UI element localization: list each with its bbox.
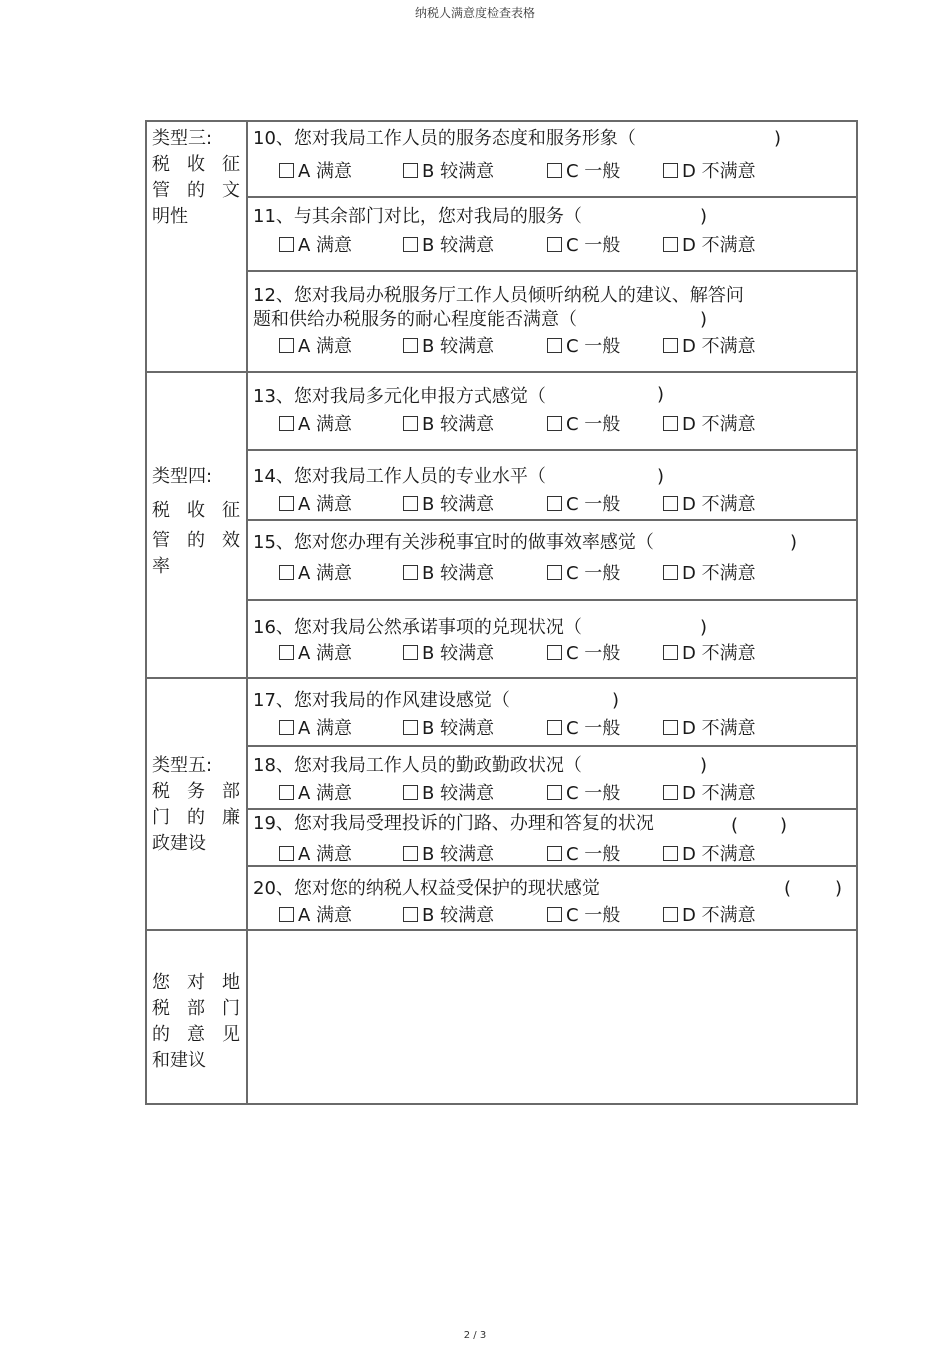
option-a[interactable] [279, 782, 352, 806]
option-c[interactable] [547, 562, 620, 586]
options-row-14 [279, 493, 839, 517]
category-label-3 [152, 126, 240, 230]
option-label: A 满意 [298, 718, 353, 739]
checkbox-icon[interactable] [279, 338, 294, 353]
checkbox-icon[interactable] [403, 163, 418, 178]
option-d[interactable] [663, 642, 756, 666]
option-label: B 较满意 [422, 336, 495, 357]
option-label: B 较满意 [422, 783, 495, 804]
option-b[interactable] [403, 717, 494, 741]
answer-paren-open: ( [731, 815, 739, 836]
answer-paren-open: ( [784, 878, 792, 899]
option-label: A 满意 [298, 414, 353, 435]
checkbox-icon[interactable] [663, 907, 678, 922]
category-line: 的 意 见 [152, 1024, 240, 1045]
option-d[interactable] [663, 234, 756, 258]
category-line: 明性 [152, 206, 188, 227]
checkbox-icon[interactable] [663, 237, 678, 252]
option-d[interactable] [663, 413, 756, 437]
answer-paren-close: ) [774, 128, 782, 149]
option-b[interactable] [403, 234, 494, 258]
category-line: 税 务 部 [152, 781, 240, 802]
option-b[interactable] [403, 904, 494, 928]
option-a[interactable] [279, 335, 352, 359]
option-b[interactable] [403, 782, 494, 806]
option-c[interactable] [547, 413, 620, 437]
option-label: B 较满意 [422, 414, 495, 435]
checkbox-icon[interactable] [403, 338, 418, 353]
option-c[interactable] [547, 493, 620, 517]
section-divider [147, 677, 856, 679]
option-label: A 满意 [298, 161, 353, 182]
question-20: 20、您对您的纳税人权益受保护的现状感觉 [253, 878, 600, 899]
option-b[interactable] [403, 413, 494, 437]
feedback-input-area[interactable] [248, 931, 856, 1103]
option-d[interactable] [663, 493, 756, 517]
option-d[interactable] [663, 562, 756, 586]
option-a[interactable] [279, 413, 352, 437]
checkbox-icon[interactable] [663, 496, 678, 511]
option-d[interactable] [663, 904, 756, 928]
answer-paren-close: ) [700, 206, 708, 227]
question-17: 17、您对我局的作风建设感觉（ [253, 690, 510, 711]
checkbox-icon[interactable] [663, 785, 678, 800]
checkbox-icon[interactable] [403, 785, 418, 800]
option-a[interactable] [279, 234, 352, 258]
checkbox-icon[interactable] [547, 565, 562, 580]
checkbox-icon[interactable] [547, 496, 562, 511]
option-label: B 较满意 [422, 844, 495, 865]
checkbox-icon[interactable] [547, 785, 562, 800]
option-label: B 较满意 [422, 905, 495, 926]
checkbox-icon[interactable] [663, 163, 678, 178]
option-d[interactable] [663, 717, 756, 741]
option-label: A 满意 [298, 563, 353, 584]
option-label: D 不满意 [682, 161, 756, 182]
option-d[interactable] [663, 160, 756, 184]
checkbox-icon[interactable] [547, 846, 562, 861]
option-b[interactable] [403, 160, 494, 184]
option-label: A 满意 [298, 783, 353, 804]
checkbox-icon[interactable] [663, 645, 678, 660]
option-label: D 不满意 [682, 783, 756, 804]
option-label: B 较满意 [422, 161, 495, 182]
checkbox-icon[interactable] [279, 565, 294, 580]
option-label: C 一般 [566, 336, 621, 357]
option-label: D 不满意 [682, 235, 756, 256]
option-a[interactable] [279, 562, 352, 586]
option-d[interactable] [663, 335, 756, 359]
option-label: A 满意 [298, 336, 353, 357]
options-row-15 [279, 562, 839, 586]
checkbox-icon[interactable] [403, 846, 418, 861]
question-15: 15、您对您办理有关涉税事宜时的做事效率感觉（ [253, 532, 654, 553]
option-label: C 一般 [566, 844, 621, 865]
row-divider [246, 196, 856, 198]
answer-paren-close: ) [790, 532, 798, 553]
checkbox-icon[interactable] [663, 846, 678, 861]
options-row-16 [279, 642, 839, 666]
option-label: D 不满意 [682, 563, 756, 584]
question-12-line1: 12、您对我局办税服务厅工作人员倾听纳税人的建议、解答问 [253, 285, 744, 306]
option-label: B 较满意 [422, 235, 495, 256]
row-divider [246, 270, 856, 272]
option-label: B 较满意 [422, 643, 495, 664]
checkbox-icon[interactable] [663, 416, 678, 431]
category-label-4 [152, 464, 240, 580]
category-line: 税 收 征 [152, 500, 240, 521]
option-label: C 一般 [566, 783, 621, 804]
option-label: C 一般 [566, 161, 621, 182]
checkbox-icon[interactable] [403, 496, 418, 511]
option-label: C 一般 [566, 494, 621, 515]
question-13: 13、您对我局多元化申报方式感觉（ [253, 386, 546, 407]
option-label: D 不满意 [682, 905, 756, 926]
option-label: B 较满意 [422, 718, 495, 739]
option-label: C 一般 [566, 718, 621, 739]
page-header: 纳税人满意度检查表格 [414, 6, 535, 20]
checkbox-icon[interactable] [547, 720, 562, 735]
option-b[interactable] [403, 562, 494, 586]
option-label: B 较满意 [422, 563, 495, 584]
option-c[interactable] [547, 843, 620, 867]
option-label: B 较满意 [422, 494, 495, 515]
answer-paren-close: ) [700, 309, 708, 330]
question-10: 10、您对我局工作人员的服务态度和服务形象（ [253, 128, 636, 149]
option-label: D 不满意 [682, 494, 756, 515]
checkbox-icon[interactable] [403, 237, 418, 252]
option-label: A 满意 [298, 494, 353, 515]
option-label: D 不满意 [682, 718, 756, 739]
option-b[interactable] [403, 493, 494, 517]
checkbox-icon[interactable] [403, 907, 418, 922]
checkbox-icon[interactable] [279, 416, 294, 431]
question-14: 14、您对我局工作人员的专业水平（ [253, 466, 546, 487]
options-row-19 [279, 843, 839, 867]
question-18: 18、您对我局工作人员的勤政勤政状况（ [253, 755, 582, 776]
option-c[interactable] [547, 782, 620, 806]
checkbox-icon[interactable] [547, 338, 562, 353]
category-line: 政建设 [152, 833, 206, 854]
checkbox-icon[interactable] [279, 720, 294, 735]
option-a[interactable] [279, 493, 352, 517]
checkbox-icon[interactable] [663, 565, 678, 580]
option-c[interactable] [547, 904, 620, 928]
row-divider [246, 599, 856, 601]
checkbox-icon[interactable] [547, 163, 562, 178]
category-line: 您 对 地 [152, 972, 240, 993]
option-label: A 满意 [298, 844, 353, 865]
option-c[interactable] [547, 717, 620, 741]
section-divider [147, 371, 856, 373]
checkbox-icon[interactable] [663, 720, 678, 735]
category-line: 税 收 征 [152, 154, 240, 175]
checkbox-icon[interactable] [403, 645, 418, 660]
category-line: 税 部 门 [152, 998, 240, 1019]
row-divider [246, 808, 856, 810]
checkbox-icon[interactable] [279, 163, 294, 178]
option-label: D 不满意 [682, 844, 756, 865]
question-11: 11、与其余部门对比，您对我局的服务（ [253, 206, 582, 227]
option-c[interactable] [547, 160, 620, 184]
option-label: A 满意 [298, 643, 353, 664]
option-label: C 一般 [566, 235, 621, 256]
option-b[interactable] [403, 843, 494, 867]
answer-paren-close: ) [835, 878, 843, 899]
option-a[interactable] [279, 904, 352, 928]
checkbox-icon[interactable] [279, 496, 294, 511]
checkbox-icon[interactable] [547, 645, 562, 660]
option-a[interactable] [279, 642, 352, 666]
row-divider [246, 745, 856, 747]
options-row-12 [279, 335, 839, 359]
option-d[interactable] [663, 843, 756, 867]
category-label-feedback [152, 970, 240, 1074]
options-row-20 [279, 904, 839, 928]
option-label: C 一般 [566, 905, 621, 926]
checkbox-icon[interactable] [547, 907, 562, 922]
option-b[interactable] [403, 335, 494, 359]
answer-paren-close: ) [612, 690, 620, 711]
options-row-17 [279, 717, 839, 741]
option-c[interactable] [547, 642, 620, 666]
options-row-10 [279, 160, 839, 184]
option-label: C 一般 [566, 643, 621, 664]
answer-paren-close: ) [700, 617, 708, 638]
checkbox-icon[interactable] [547, 237, 562, 252]
checkbox-icon[interactable] [279, 645, 294, 660]
option-label: C 一般 [566, 563, 621, 584]
category-line: 和建议 [152, 1050, 206, 1071]
checkbox-icon[interactable] [279, 785, 294, 800]
option-a[interactable] [279, 160, 352, 184]
checkbox-icon[interactable] [279, 237, 294, 252]
category-line: 管 的 文 [152, 180, 240, 201]
checkbox-icon[interactable] [279, 907, 294, 922]
answer-paren-close: ) [780, 815, 788, 836]
page-number: 2 / 3 [463, 1330, 487, 1341]
options-row-13 [279, 413, 839, 437]
answer-paren-close: ) [657, 384, 665, 405]
checkbox-icon[interactable] [403, 720, 418, 735]
checkbox-icon[interactable] [279, 846, 294, 861]
option-d[interactable] [663, 782, 756, 806]
option-a[interactable] [279, 717, 352, 741]
row-divider [246, 449, 856, 451]
option-label: C 一般 [566, 414, 621, 435]
checkbox-icon[interactable] [663, 338, 678, 353]
option-label: D 不满意 [682, 414, 756, 435]
option-label: A 满意 [298, 235, 353, 256]
checkbox-icon[interactable] [403, 565, 418, 580]
category-line: 率 [152, 556, 170, 577]
row-divider [246, 519, 856, 521]
option-label: A 满意 [298, 905, 353, 926]
answer-paren-close: ) [657, 466, 665, 487]
category-line: 类型三: [152, 128, 213, 149]
category-line: 管 的 效 [152, 530, 240, 551]
question-19: 19、您对我局受理投诉的门路、办理和答复的状况 [253, 813, 654, 834]
option-c[interactable] [547, 335, 620, 359]
category-line: 门 的 廉 [152, 807, 240, 828]
checkbox-icon[interactable] [403, 416, 418, 431]
options-row-11 [279, 234, 839, 258]
survey-table [145, 120, 858, 1105]
category-label-5 [152, 753, 240, 857]
option-a[interactable] [279, 843, 352, 867]
option-c[interactable] [547, 234, 620, 258]
option-label: D 不满意 [682, 643, 756, 664]
question-16: 16、您对我局公然承诺事项的兑现状况（ [253, 617, 582, 638]
option-label: D 不满意 [682, 336, 756, 357]
category-line: 类型五: [152, 755, 213, 776]
options-row-18 [279, 782, 839, 806]
question-12-line2: 题和供给办税服务的耐心程度能否满意（ [253, 309, 577, 330]
checkbox-icon[interactable] [547, 416, 562, 431]
answer-paren-close: ) [700, 755, 708, 776]
category-line: 类型四: [152, 466, 213, 487]
option-b[interactable] [403, 642, 494, 666]
